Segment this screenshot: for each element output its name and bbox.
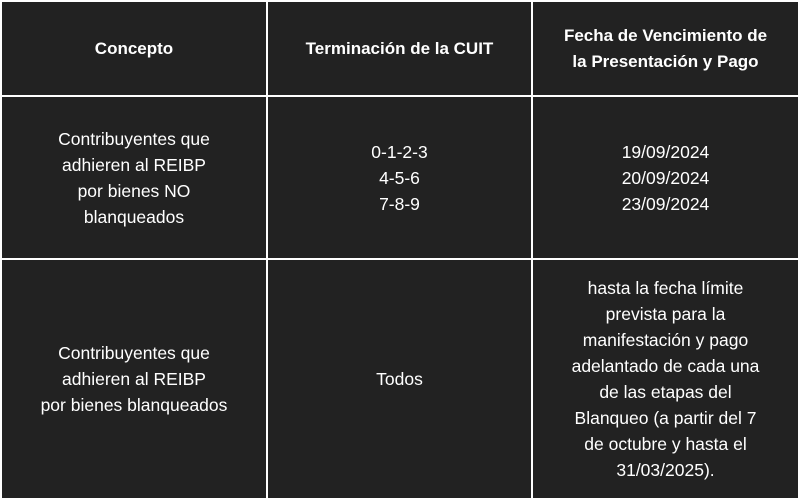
header-terminacion-line: Terminación de la CUIT	[305, 38, 494, 58]
row1-terminacion-line: 4-5-6	[379, 167, 420, 188]
header-concepto-line: Concepto	[94, 38, 174, 58]
row2-fecha-line: adelantado de cada una	[571, 356, 760, 376]
row2-fecha-line: Blanqueo (a partir del 7	[574, 408, 757, 428]
row2-fecha	[533, 260, 798, 498]
header-fecha-vencimiento	[533, 2, 798, 95]
row1-terminacion-line: 7-8-9	[379, 193, 420, 214]
header-terminacion-cuit	[268, 2, 531, 95]
row1-concepto-line: adhieren al REIBP	[62, 154, 206, 175]
row2-terminacion	[268, 260, 531, 498]
row1-concepto-line: por bienes NO	[77, 180, 191, 201]
row2-terminacion-line: Todos	[376, 369, 423, 389]
row2-fecha-line: hasta la fecha límite	[587, 278, 744, 298]
row1-concepto-line: blanqueados	[83, 206, 185, 227]
row2-fecha-line: manifestación y pago	[582, 330, 749, 350]
row1-fecha-line: 20/09/2024	[621, 167, 710, 188]
row2-fecha-line: 31/03/2025).	[616, 460, 715, 480]
row2-concepto-line: Contribuyentes que	[58, 343, 210, 363]
header-fecha-line: la Presentación y Pago	[572, 51, 759, 71]
row2-fecha-line: de las etapas del	[599, 382, 732, 402]
row2-concepto-line: por bienes blanqueados	[40, 395, 228, 415]
header-concepto	[2, 2, 266, 95]
row1-fecha	[533, 97, 798, 258]
row1-concepto	[2, 97, 266, 258]
header-fecha-line: Fecha de Vencimiento de	[563, 25, 768, 45]
row1-terminacion	[268, 97, 531, 258]
row2-fecha-line: prevista para la	[605, 304, 726, 324]
row1-fecha-line: 19/09/2024	[621, 141, 710, 162]
row2-concepto	[2, 260, 266, 498]
row1-concepto-line: Contribuyentes que	[58, 128, 210, 149]
row2-fecha-line: de octubre y hasta el	[584, 434, 747, 454]
row1-terminacion-line: 0-1-2-3	[371, 141, 428, 162]
row2-concepto-line: adhieren al REIBP	[62, 369, 206, 389]
row1-fecha-line: 23/09/2024	[621, 193, 710, 214]
